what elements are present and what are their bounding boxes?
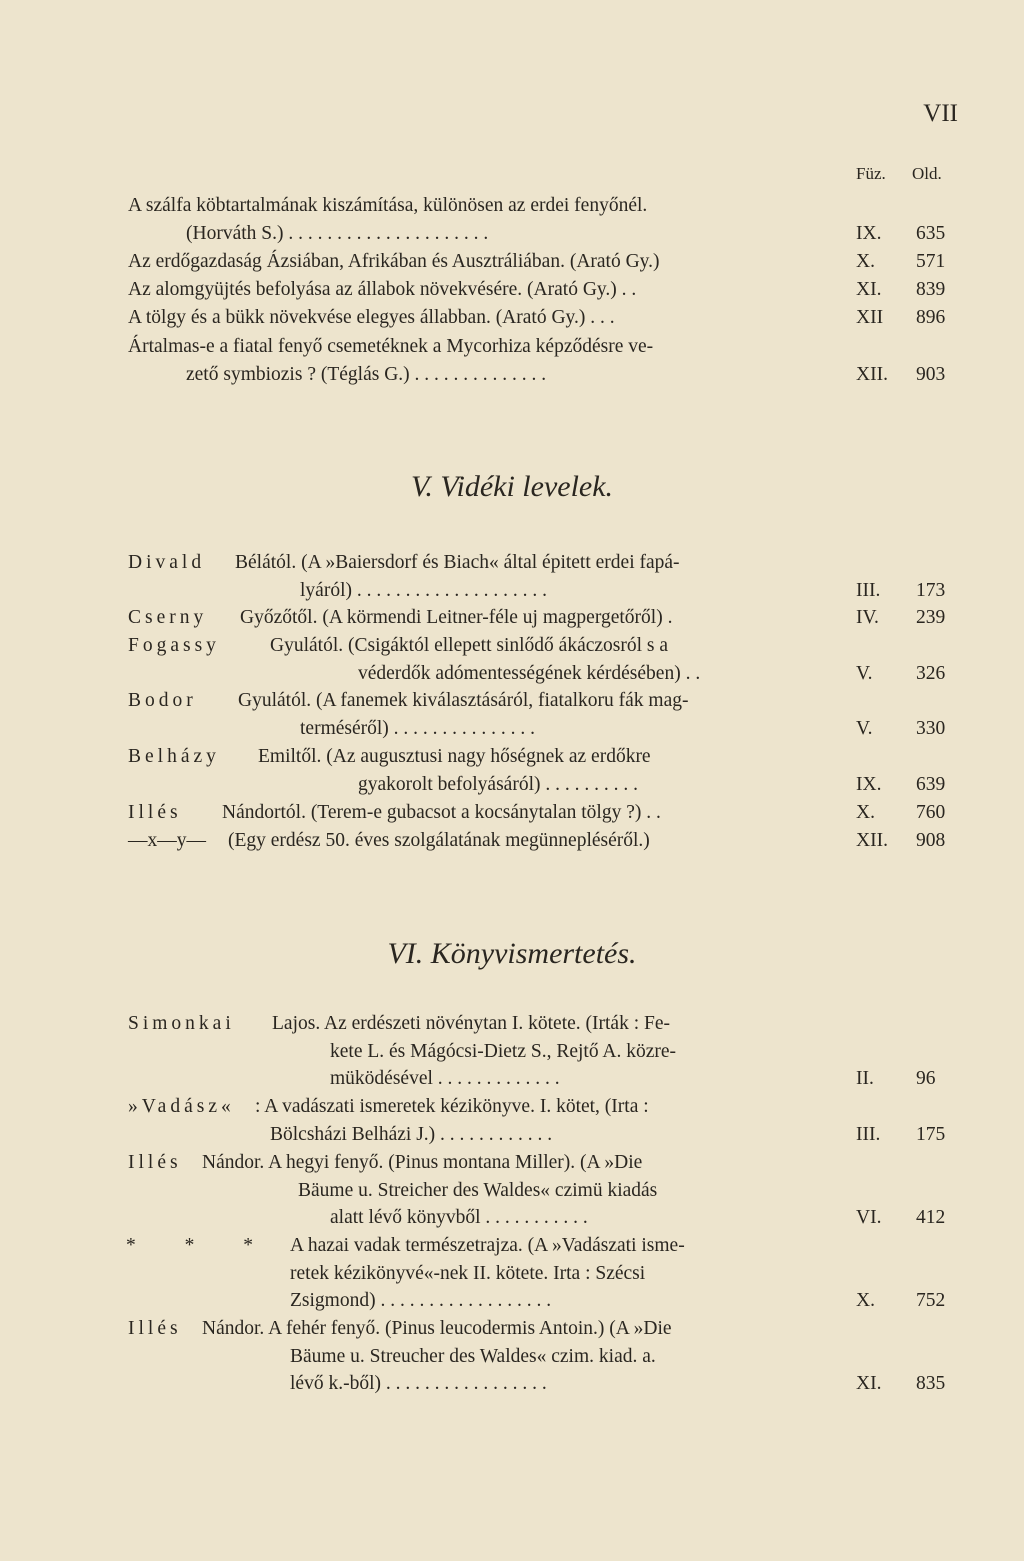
page-ref: 326: [916, 662, 946, 684]
toc-entry: [0, 304, 1024, 332]
page-number: VII: [923, 100, 958, 127]
issue-number: III.: [856, 579, 881, 601]
toc-entry: [0, 333, 1024, 388]
issue-number: VI.: [856, 1207, 882, 1228]
page-ref: 752: [916, 1290, 946, 1311]
entry-text: Emiltől. (Az augusztusi nagy hőségnek az erdőkre: [258, 746, 651, 767]
entry-text: Az erdőgazdaság Ázsiában, Afrikában és Ausztráliában. (Arató Gy.): [128, 251, 660, 272]
toc-entry: [0, 1232, 1024, 1315]
author-name: Illés: [128, 1152, 182, 1173]
page-ref: 839: [916, 279, 946, 300]
toc-entry: [0, 604, 1024, 632]
author-name: »Vadász«: [128, 1096, 235, 1117]
page-ref: 239: [916, 607, 946, 628]
page-ref: 412: [916, 1207, 946, 1228]
page-ref: 175: [916, 1123, 946, 1145]
entry-text: Az alomgyüjtés befolyása az állabok növekvésére. (Arató Gy.) . .: [128, 279, 637, 300]
entry-text: Gyulától. (Csigáktól ellepett sinlődő ákáczosról s a: [270, 635, 669, 656]
toc-entry: [0, 632, 1024, 687]
issue-number: IX.: [856, 222, 882, 244]
entry-text: Győzőtől. (A körmendi Leitner-féle uj magpergetőről) .: [240, 607, 673, 628]
entry-text: (Egy erdész 50. éves szolgálatának megünnepléséről.): [228, 830, 650, 851]
page-ref: 760: [916, 802, 946, 823]
toc-entry: [0, 1093, 1024, 1148]
page-ref: 330: [916, 717, 946, 739]
page-ref: 635: [916, 222, 946, 244]
issue-number: III.: [856, 1123, 881, 1145]
entry-text: lévő k.-ből) . . . . . . . . . . . . . . . . .: [290, 1373, 547, 1394]
author-name: Fogassy: [128, 635, 220, 656]
page-ref: 96: [916, 1068, 936, 1089]
author-name: Illés: [128, 802, 182, 823]
asterism-icon: * * *: [126, 1235, 275, 1256]
author-name: —x—y—: [128, 830, 206, 851]
entry-text: : A vadászati ismeretek kézikönyve. I. kötet, (Irta :: [255, 1096, 649, 1117]
entry-text: Zsigmond) . . . . . . . . . . . . . . . . . .: [290, 1290, 552, 1311]
entry-text: müködésével . . . . . . . . . . . . .: [330, 1068, 560, 1089]
entry-text: A szálfa köbtartalmának kiszámítása, különösen az erdei fenyőnél.: [128, 195, 648, 216]
toc-entry: [0, 799, 1024, 827]
toc-entry: [0, 549, 1024, 604]
entry-text: gyakorolt befolyásáról) . . . . . . . . . .: [358, 773, 638, 795]
page-ref: 835: [916, 1373, 946, 1394]
author-name: Illés: [128, 1318, 182, 1339]
toc-entry: [0, 192, 1024, 247]
entry-text: Bäume u. Streicher des Waldes« czimü kiadás: [298, 1179, 658, 1201]
entry-text: Lajos. Az erdészeti növénytan I. kötete. (Irták : Fe-: [272, 1013, 670, 1034]
page-ref: 908: [916, 830, 946, 851]
issue-number: XI.: [856, 1373, 882, 1394]
entry-text: Bélától. (A »Baiersdorf és Biach« által épitett erdei fapá-: [235, 552, 680, 573]
issue-number: V.: [856, 662, 873, 684]
entry-text: Gyulától. (A fanemek kiválasztásáról, fiatalkoru fák mag-: [238, 690, 689, 711]
toc-entry: [0, 276, 1024, 304]
issue-number: X.: [856, 802, 875, 823]
section-title: VI. Könyvismertetés.: [387, 937, 637, 970]
page-ref: 173: [916, 579, 946, 601]
issue-number: XI.: [856, 279, 882, 300]
author-name: Bodor: [128, 690, 197, 711]
page-ref: 639: [916, 773, 946, 795]
issue-number: XII: [856, 307, 884, 328]
entry-text: (Horváth S.) . . . . . . . . . . . . . . . . . . . . .: [186, 222, 489, 244]
author-name: Divald: [128, 552, 206, 573]
issue-number: XII.: [856, 363, 888, 385]
issue-number: IV.: [856, 607, 879, 628]
issue-number: IX.: [856, 773, 882, 795]
entry-text: Nándortól. (Terem-e gubacsot a kocsánytalan tölgy ?) . .: [222, 802, 661, 823]
toc-entry: [0, 1315, 1024, 1398]
column-header-issue: Füz.: [856, 164, 886, 183]
toc-entry: [0, 687, 1024, 742]
author-name: Cserny: [128, 607, 208, 628]
entry-text: alatt lévő könyvből . . . . . . . . . . .: [330, 1207, 588, 1228]
entry-text: Nándor. A fehér fenyő. (Pinus leucodermis Antoin.) (A »Die: [202, 1318, 672, 1339]
entry-text: A hazai vadak természetrajza. (A »Vadászati isme-: [290, 1235, 685, 1256]
toc-entry: [0, 248, 1024, 276]
page-ref: 571: [916, 251, 946, 272]
entry-text: Bölcsházi Belházi J.) . . . . . . . . . . . .: [270, 1123, 553, 1145]
toc-entry: [0, 743, 1024, 798]
entry-text: terméséről) . . . . . . . . . . . . . . .: [300, 717, 536, 739]
entry-text: Bäume u. Streucher des Waldes« czim. kiad. a.: [290, 1345, 656, 1367]
entry-text: véderdők adómentességének kérdésében) . .: [358, 662, 701, 684]
entry-text: A tölgy és a bükk növekvése elegyes állabban. (Arató Gy.) . . .: [128, 307, 615, 328]
section-title: V. Vidéki levelek.: [410, 470, 614, 503]
entry-text: zető symbiozis ? (Téglás G.) . . . . . . . . . . . . . .: [186, 363, 547, 385]
entry-text: Ártalmas-e a fiatal fenyő csemetéknek a Mycorhiza képződésre ve-: [128, 336, 654, 357]
author-name: Belházy: [128, 746, 220, 767]
toc-entry: [0, 1010, 1024, 1093]
toc-entry: [0, 1149, 1024, 1232]
column-header-page: Old.: [912, 164, 942, 183]
issue-number: II.: [856, 1068, 874, 1089]
issue-number: XII.: [856, 830, 888, 851]
issue-number: X.: [856, 251, 875, 272]
issue-number: X.: [856, 1290, 875, 1311]
entry-text: retek kézikönyvé«-nek II. kötete. Irta : Szécsi: [290, 1262, 646, 1284]
toc-entry: [0, 827, 1024, 855]
issue-number: V.: [856, 717, 873, 739]
entry-text: Nándor. A hegyi fenyő. (Pinus montana Miller). (A »Die: [202, 1152, 643, 1173]
entry-text: kete L. és Mágócsi-Dietz S., Rejtő A. közre-: [330, 1040, 677, 1062]
page-ref: 903: [916, 363, 946, 385]
author-name: Simonkai: [128, 1013, 235, 1034]
page-ref: 896: [916, 307, 946, 328]
entry-text: lyáról) . . . . . . . . . . . . . . . . . . . .: [300, 579, 547, 601]
